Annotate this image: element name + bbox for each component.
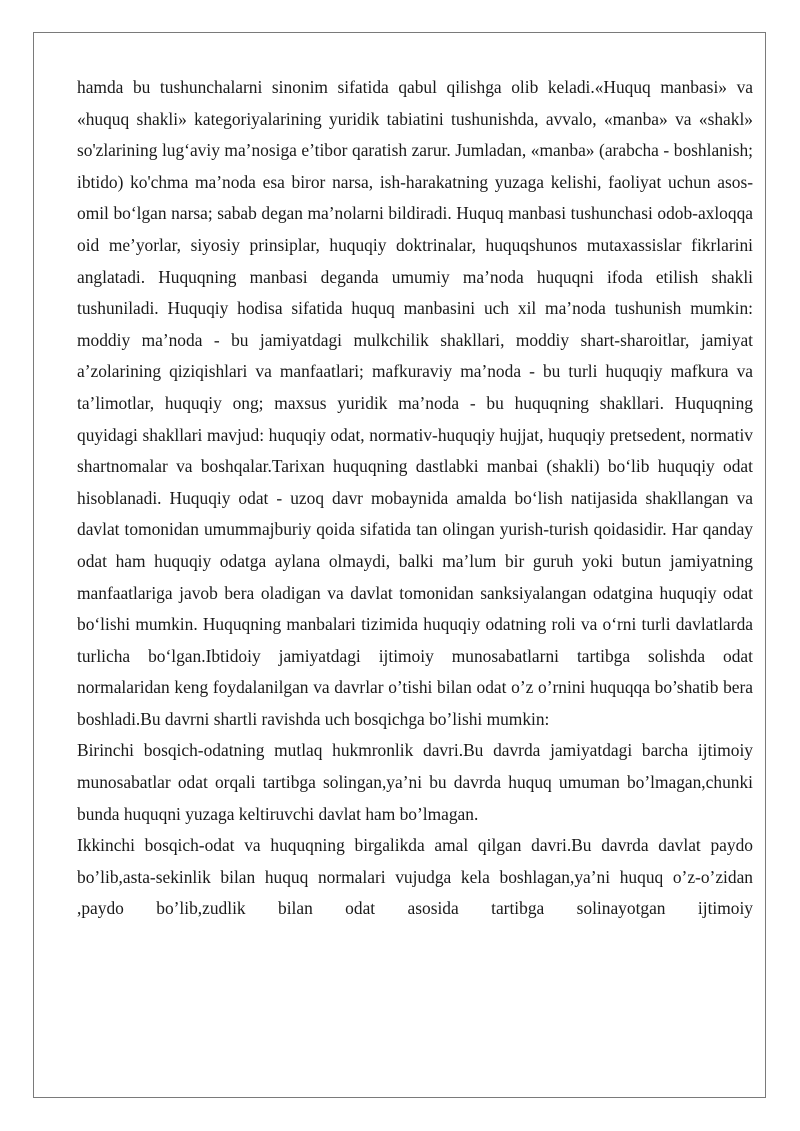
paragraph-3: Ikkinchi bosqich-odat va huquqning birgalikda amal qilgan davri.Bu davrda davlat paydo bo’lib,asta-sekinlik bilan huquq normalari vujudga kela boshlagan,ya’ni huquq o’z-o’zidan ,paydo bo’lib,zudlik bilan odat asosida tartibga solinayotgan ijtimoiy (77, 835, 753, 919)
paragraph-1: hamda bu tushunchalarni sinonim sifatida qabul qilishga olib keladi.«Huquq manbasi» va «huquq shakli» kategoriyalarining yuridik tabiatini tushunishda, avvalo, «manba» va «shakl» so'zlarining lug‘aviy ma’nosiga e’tibor qaratish zarur. Jumladan, «manba» (arabcha - boshlanish; ibtido) ko'chma ma’noda esa biror narsa, ish-harakatning yuzaga kelishi, faoliyat uchun asos-omil bo‘lgan narsa; sabab degan ma’nolarni bildiradi. Huquq manbasi tushunchasi odob-axloqqa oid me’yorlar, siyosiy prinsiplar, huquqiy doktrinalar, huquqshunos mutaxassislar fikrlarini anglatadi. Huquqning manbasi deganda umumiy ma’noda huquqni ifoda etilish shakli tushuniladi. Huquqiy hodisa sifatida huquq manbasini uch xil ma’noda tushunish mumkin: moddiy ma’noda - bu jamiyatdagi mulkchilik shakllari, moddiy shart-sharoitlar, jamiyat a’zolarining qiziqishlari va manfaatlari; mafkuraviy ma’noda - bu turli huquqiy mafkura va ta’limotlar, huquqiy ong; maxsus yuridik ma’noda - bu huquqning shakllari. Huquqning quyidagi shakllari mavjud: huquqiy odat, normativ-huquqiy hujjat, huquqiy pretsedent, normativ shartnomalar va boshqalar.Tarixan huquqning dastlabki manbai (shakli) bo‘lib huquqiy odat hisoblanadi. Huquqiy odat - uzoq davr mobaynida amalda bo‘lish natijasida shakllangan va davlat tomonidan umummajburiy qoida sifatida tan olingan yurish-turish qoidasidir. Har qanday odat ham huquqiy odatga aylana olmaydi, balki ma’lum bir guruh yoki butun jamiyatning manfaatlariga javob bera oladigan va davlat tomonidan sanksiyalangan odatgina huquqiy odat bo‘lishi mumkin. Huquqning manbalari tizimida huquqiy odatning roli va o‘rni turli davlatlarda turlicha bo‘lgan.Ibtidoiy jamiyatdagi ijtimoiy munosabatlarni tartibga solishda odat normalaridan keng foydalanilgan va davrlar o’tishi bilan odat o’z o’rnini huquqqa bo’shatib bera boshladi.Bu davrni shartli ravishda uch bosqichga bo’lishi mumkin: (77, 77, 753, 729)
document-body (77, 72, 753, 925)
paragraph-2: Birinchi bosqich-odatning mutlaq hukmronlik davri.Bu davrda jamiyatdagi barcha ijtimoiy munosabatlar odat orqali tartibga solingan,ya’ni bu davrda huquq umuman bo’lmagan,chunki bunda huquqni yuzaga keltiruvchi davlat ham bo’lmagan. (77, 740, 753, 824)
